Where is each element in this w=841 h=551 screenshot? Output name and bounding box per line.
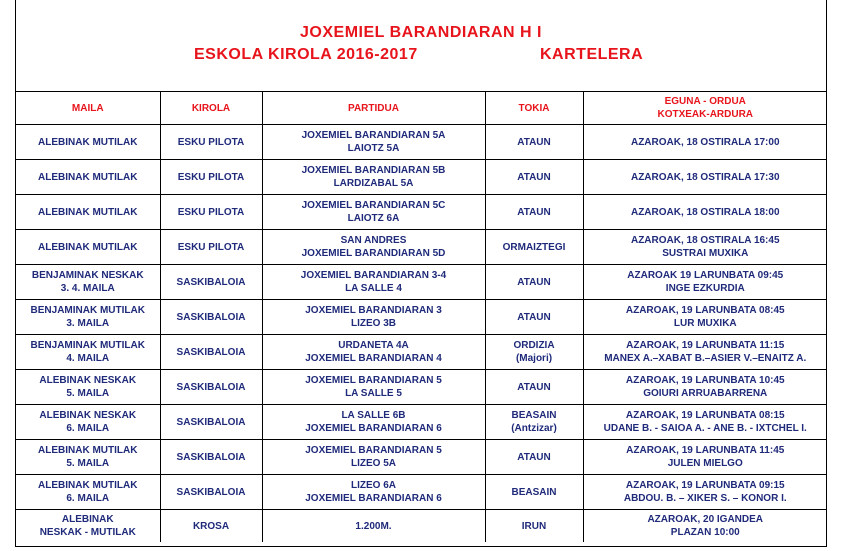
cell-partidua-line: LIZEO 5A	[350, 458, 396, 469]
cell-eguna	[583, 125, 827, 160]
cell-maila	[16, 195, 160, 230]
table-row	[16, 405, 827, 440]
cell-tokia-line: ORMAIZTEGI	[502, 241, 566, 253]
cell-kirola: ESKU PILOTA	[160, 230, 262, 265]
cell-maila-line: ALEBINAK NESKAK	[39, 410, 137, 421]
cell-partidua-line: LA SALLE 6B	[341, 410, 406, 421]
cell-maila	[16, 265, 160, 300]
cell-tokia-line: IRUN	[521, 520, 547, 532]
table-row	[16, 195, 827, 230]
cell-maila-line: BENJAMINAK NESKAK	[31, 270, 144, 281]
cell-kirola: SASKIBALOIA	[160, 265, 262, 300]
cell-tokia	[485, 195, 583, 230]
header-partidua: PARTIDUA	[262, 92, 485, 125]
cell-eguna	[583, 265, 827, 300]
cell-kirola: SASKIBALOIA	[160, 335, 262, 370]
cell-maila-line: ALEBINAK	[61, 514, 114, 525]
cell-tokia-line: ATAUN	[517, 171, 551, 183]
header-eguna-line1: EGUNA - ORDUA	[664, 96, 746, 107]
cell-eguna-line: JULEN MIELGO	[667, 458, 743, 469]
cell-kirola: SASKIBALOIA	[160, 300, 262, 335]
cell-maila	[16, 230, 160, 265]
cell-maila	[16, 335, 160, 370]
cell-partidua	[262, 265, 485, 300]
schedule-sheet	[15, 0, 827, 547]
cell-eguna-line: AZAROAK, 18 OSTIRALA 17:00	[630, 136, 780, 148]
table-row	[16, 475, 827, 510]
cell-kirola: ESKU PILOTA	[160, 125, 262, 160]
cell-maila-line: BENJAMINAK MUTILAK	[30, 305, 145, 316]
cell-eguna-line: GOIURI ARRUABARRENA	[643, 388, 768, 399]
cell-eguna-line: AZAROAK, 19 LARUNBATA 09:15	[625, 480, 785, 491]
header-eguna	[583, 92, 827, 125]
cell-tokia	[485, 265, 583, 300]
cell-partidua	[262, 405, 485, 440]
cell-eguna	[583, 440, 827, 475]
cell-tokia-line: (Antzizar)	[511, 423, 557, 434]
cell-eguna-line: AZAROAK, 18 OSTIRALA 16:45	[630, 235, 780, 246]
cell-tokia-line: ATAUN	[517, 206, 551, 218]
cell-maila-line: ALEBINAK MUTILAK	[38, 206, 138, 218]
cell-partidua	[262, 335, 485, 370]
cell-partidua-line: LIZEO 3B	[350, 318, 396, 329]
cell-partidua-line: JOXEMIEL BARANDIARAN 6	[305, 493, 442, 504]
table-row	[16, 440, 827, 475]
cell-partidua	[262, 195, 485, 230]
cell-eguna	[583, 160, 827, 195]
cell-tokia-line: BEASAIN	[511, 486, 557, 498]
cell-partidua-line: SAN ANDRES	[340, 235, 407, 246]
cell-partidua-line: JOXEMIEL BARANDIARAN 3-4	[300, 270, 447, 281]
cell-maila-line: 4. MAILA	[66, 353, 110, 364]
cell-partidua-line: JOXEMIEL BARANDIARAN 5	[305, 375, 442, 386]
cell-eguna	[583, 335, 827, 370]
cell-partidua	[262, 160, 485, 195]
cell-partidua-line: JOXEMIEL BARANDIARAN 5B	[301, 165, 446, 176]
cell-tokia	[485, 230, 583, 265]
cell-maila-line: 3. 4. MAILA	[60, 283, 115, 294]
table-row	[16, 370, 827, 405]
cell-partidua	[262, 440, 485, 475]
cell-kirola: SASKIBALOIA	[160, 370, 262, 405]
cell-partidua-line: JOXEMIEL BARANDIARAN 5	[305, 445, 442, 456]
cell-partidua-line: 1.200M.	[355, 520, 392, 532]
table-row	[16, 125, 827, 160]
cell-kirola: ESKU PILOTA	[160, 160, 262, 195]
header-tokia: TOKIA	[485, 92, 583, 125]
cell-maila-line: 5. MAILA	[66, 388, 110, 399]
cell-eguna-line: PLAZAN 10:00	[670, 527, 740, 538]
cell-maila-line: ALEBINAK NESKAK	[39, 375, 137, 386]
header-eguna-line2: KOTXEAK-ARDURA	[657, 109, 754, 120]
cell-eguna	[583, 405, 827, 440]
schedule-table	[16, 92, 827, 542]
cell-maila	[16, 125, 160, 160]
cell-eguna-line: AZAROAK, 19 LARUNBATA 11:45	[626, 445, 785, 456]
table-row	[16, 160, 827, 195]
cell-partidua-line: JOXEMIEL BARANDIARAN 6	[305, 423, 442, 434]
cell-eguna-line: AZAROAK, 19 LARUNBATA 08:15	[625, 410, 785, 421]
cell-tokia	[485, 335, 583, 370]
cell-eguna-line: AZAROAK, 19 LARUNBATA 11:15	[626, 340, 785, 351]
cell-maila	[16, 370, 160, 405]
cell-eguna-line: ABDOU. B. – XIKER S. – KONOR I.	[623, 493, 787, 504]
cell-eguna-line: AZAROAK, 18 OSTIRALA 18:00	[630, 206, 780, 218]
cell-partidua-line: JOXEMIEL BARANDIARAN 4	[305, 353, 442, 364]
cell-eguna-line: MANEX A.–XABAT B.–ASIER V.–ENAITZ A.	[604, 353, 807, 364]
cell-maila	[16, 440, 160, 475]
cell-maila-line: ALEBINAK MUTILAK	[38, 241, 138, 253]
cell-maila-line: 6. MAILA	[66, 493, 110, 504]
cell-partidua-line: LAIOTZ 5A	[347, 143, 400, 154]
cell-partidua-line: LIZEO 6A	[350, 480, 396, 491]
table-row	[16, 300, 827, 335]
table-row	[16, 265, 827, 300]
cell-maila-line: ALEBINAK MUTILAK	[38, 445, 138, 456]
cell-kirola: SASKIBALOIA	[160, 475, 262, 510]
cell-tokia	[485, 300, 583, 335]
cell-eguna-line: AZAROAK, 20 IGANDEA	[647, 514, 764, 525]
cell-partidua-line: JOXEMIEL BARANDIARAN 3	[305, 305, 442, 316]
cell-maila	[16, 160, 160, 195]
cell-eguna	[583, 370, 827, 405]
school-title: JOXEMIEL BARANDIARAN H I	[300, 24, 542, 41]
cell-partidua	[262, 475, 485, 510]
cell-tokia	[485, 405, 583, 440]
cell-kirola: ESKU PILOTA	[160, 195, 262, 230]
cell-partidua	[262, 230, 485, 265]
cell-kirola: KROSA	[160, 510, 262, 543]
cell-partidua	[262, 370, 485, 405]
table-row	[16, 335, 827, 370]
cell-eguna-line: AZAROAK, 19 LARUNBATA 10:45	[625, 375, 785, 386]
cell-partidua	[262, 125, 485, 160]
cell-eguna	[583, 300, 827, 335]
header-row	[16, 92, 827, 125]
cell-maila-line: 6. MAILA	[66, 423, 110, 434]
cell-maila-line: 3. MAILA	[66, 318, 110, 329]
title-block	[16, 0, 826, 92]
table-row	[16, 230, 827, 265]
cell-tokia	[485, 440, 583, 475]
cell-maila-line: BENJAMINAK MUTILAK	[30, 340, 145, 351]
cell-partidua-line: LAIOTZ 6A	[347, 213, 400, 224]
cell-partidua-line: JOXEMIEL BARANDIARAN 5C	[301, 200, 446, 211]
cell-tokia	[485, 475, 583, 510]
season-title: ESKOLA KIROLA 2016-2017	[194, 46, 418, 63]
cell-tokia	[485, 510, 583, 543]
cell-partidua-line: LA SALLE 5	[345, 388, 402, 399]
cell-partidua-line: URDANETA 4A	[338, 340, 409, 351]
cell-maila	[16, 300, 160, 335]
cell-tokia-line: ATAUN	[517, 381, 551, 393]
cell-eguna-line: INGE EZKURDIA	[665, 283, 745, 294]
cell-maila-line: ALEBINAK MUTILAK	[38, 136, 138, 148]
cell-partidua-line: JOXEMIEL BARANDIARAN 5A	[301, 130, 446, 141]
cell-maila-line: ALEBINAK MUTILAK	[38, 480, 138, 491]
cell-tokia-line: ATAUN	[517, 451, 551, 463]
cell-maila	[16, 405, 160, 440]
cell-eguna-line: AZAROAK, 18 OSTIRALA 17:30	[630, 171, 780, 183]
cell-kirola: SASKIBALOIA	[160, 405, 262, 440]
cell-maila	[16, 475, 160, 510]
cell-partidua	[262, 510, 485, 543]
header-kirola: KIROLA	[160, 92, 262, 125]
cell-tokia-line: ATAUN	[517, 136, 551, 148]
cell-partidua-line: LA SALLE 4	[345, 283, 402, 294]
cell-eguna	[583, 195, 827, 230]
cell-tokia-line: (Majori)	[515, 353, 553, 364]
cell-eguna-line: UDANE B. - SAIOA A. - ANE B. - IXTCHEL I.	[603, 423, 807, 434]
schedule-body	[16, 125, 827, 543]
header-maila: MAILA	[16, 92, 160, 125]
cell-partidua	[262, 300, 485, 335]
cell-maila-line: NESKAK - MUTILAK	[39, 527, 136, 538]
cell-eguna-line: AZAROAK, 19 LARUNBATA 08:45	[625, 305, 785, 316]
cell-tokia	[485, 125, 583, 160]
cell-tokia	[485, 370, 583, 405]
cell-partidua-line: JOXEMIEL BARANDIARAN 5D	[301, 248, 446, 259]
cell-eguna-line: AZAROAK 19 LARUNBATA 09:45	[627, 270, 784, 281]
cell-kirola: SASKIBALOIA	[160, 440, 262, 475]
cell-maila-line: ALEBINAK MUTILAK	[38, 171, 138, 183]
cell-eguna-line: SUSTRAI MUXIKA	[662, 248, 749, 259]
cell-eguna	[583, 230, 827, 265]
cell-maila	[16, 510, 160, 543]
cell-tokia-line: ORDIZIA	[513, 340, 555, 351]
cell-tokia-line: ATAUN	[517, 311, 551, 323]
kartelera-title: KARTELERA	[540, 46, 644, 63]
cell-tokia	[485, 160, 583, 195]
cell-eguna-line: LUR MUXIKA	[673, 318, 737, 329]
cell-tokia-line: ATAUN	[517, 276, 551, 288]
cell-eguna	[583, 475, 827, 510]
cell-maila-line: 5. MAILA	[66, 458, 110, 469]
cell-eguna	[583, 510, 827, 543]
cell-partidua-line: LARDIZABAL 5A	[333, 178, 414, 189]
table-row	[16, 510, 827, 543]
cell-tokia-line: BEASAIN	[511, 410, 557, 421]
